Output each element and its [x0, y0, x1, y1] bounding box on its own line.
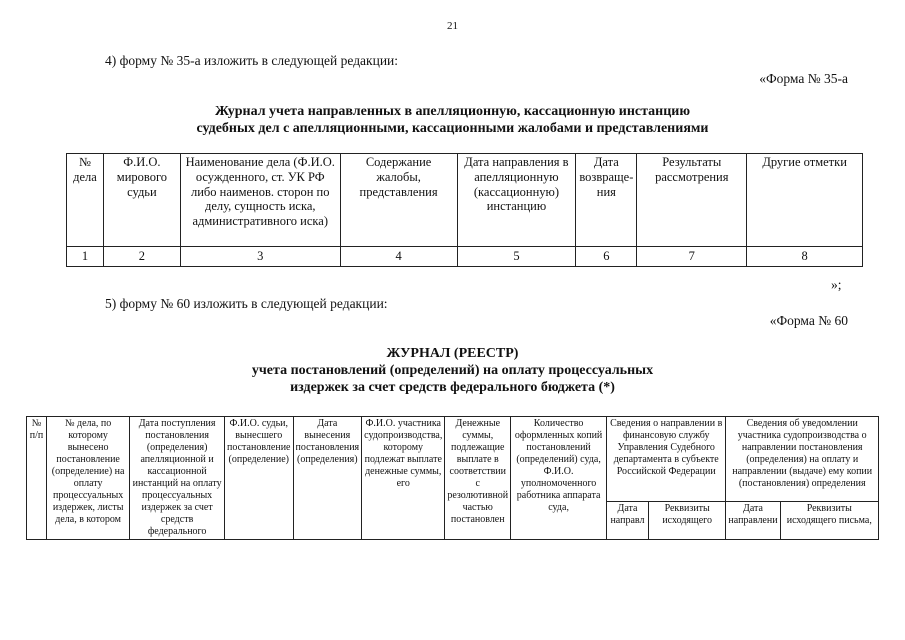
table-number-row	[67, 247, 863, 267]
table-header-cell: № дела	[67, 154, 104, 247]
column-number: 6	[576, 247, 637, 267]
item-4-text: 4) форму № 35-а изложить в следующей редакции:	[105, 53, 399, 68]
subheader-cell: Реквизиты исходящего письма,	[780, 502, 878, 540]
table-header-cell: Ф.И.О. судьи, вынесшего постановление (определение)	[225, 417, 293, 540]
subheader-cell: Дата направлени	[726, 502, 780, 540]
group-header-notification: Сведения об уведомлении участника судопроизводства о направлении постановления (определения) на оплату и направлении (выдаче) ему копии (постановления) определения	[726, 417, 879, 502]
table-header-cell: Денежные суммы, подлежащие выплате в соответствии с резолютивной частью постановлен	[445, 417, 511, 540]
column-number: 7	[637, 247, 747, 267]
item-4-form-ref: «Форма № 35-а	[759, 71, 848, 86]
journal-35a-title-line-1: Журнал учета направленных в апелляционную, кассационную инстанцию	[214, 104, 691, 119]
column-number: 3	[180, 247, 340, 267]
table-header-row	[67, 154, 863, 247]
journal-60-title-line-2: учета постановлений (определений) на оплату процессуальных	[251, 363, 654, 378]
table-header-cell: Количество оформленных копий постановлений (определений) суда, Ф.И.О. уполномоченного работника аппарата суда,	[511, 417, 607, 540]
journal-35a-title-line-2: судебных дел с апелляционными, кассационными жалобами и представлениями	[196, 121, 709, 136]
table-header-cell: Другие отметки	[747, 154, 863, 247]
table-header-cell: Содержание жалобы, представления	[340, 154, 457, 247]
table-header-cell: № п/п	[27, 417, 47, 540]
table-header-cell: Наименование дела (Ф.И.О. осужденного, ст. УК РФ либо наименов. сторон по делу, сущность иска, административного иска)	[180, 154, 340, 247]
table-header-cell: Результаты рассмотрения	[637, 154, 747, 247]
journal-35a-table	[66, 153, 863, 267]
group-header-financial-service: Сведения о направлении в финансовую службу Управления Судебного департамента в субъекте Российской Федерации	[607, 417, 726, 502]
item-5-form-ref: «Форма № 60	[769, 313, 848, 328]
column-number: 8	[747, 247, 863, 267]
column-number: 4	[340, 247, 457, 267]
subheader-cell: Реквизиты исходящего	[648, 502, 725, 540]
journal-60-table	[26, 416, 879, 540]
item-5-text: 5) форму № 60 изложить в следующей редакции:	[105, 296, 388, 311]
item-4-closing: »;	[831, 277, 842, 292]
column-number: 1	[67, 247, 104, 267]
column-number: 2	[103, 247, 180, 267]
table-header-cell: Дата поступления постановления (определения) апелляционной и кассационной инстанций на оплату процессуальных издержек за счет средств федерального	[130, 417, 225, 540]
journal-60-title-line-3: издержек за счет средств федерального бюджета (*)	[290, 380, 615, 395]
journal-60-title-line-1: ЖУРНАЛ (РЕЕСТР)	[386, 346, 519, 361]
table-header-cell: Дата вынесения постановления (определения)	[293, 417, 362, 540]
subheader-cell: Дата направл	[607, 502, 649, 540]
table-header-cell: Ф.И.О. мирового судьи	[103, 154, 180, 247]
page-number: 21	[447, 20, 458, 32]
table-header-cell: Ф.И.О. участника судопроизводства, которому подлежат выплате денежные суммы, его	[362, 417, 445, 540]
table-header-cell: № дела, по которому вынесено постановление (определение) на оплату процессуальных издержек, листы дела, в котором	[47, 417, 130, 540]
table-header-cell: Дата возвраще-ния	[576, 154, 637, 247]
table-header-cell: Дата направления в апелляционную (кассационную) инстанцию	[457, 154, 576, 247]
column-number: 5	[457, 247, 576, 267]
